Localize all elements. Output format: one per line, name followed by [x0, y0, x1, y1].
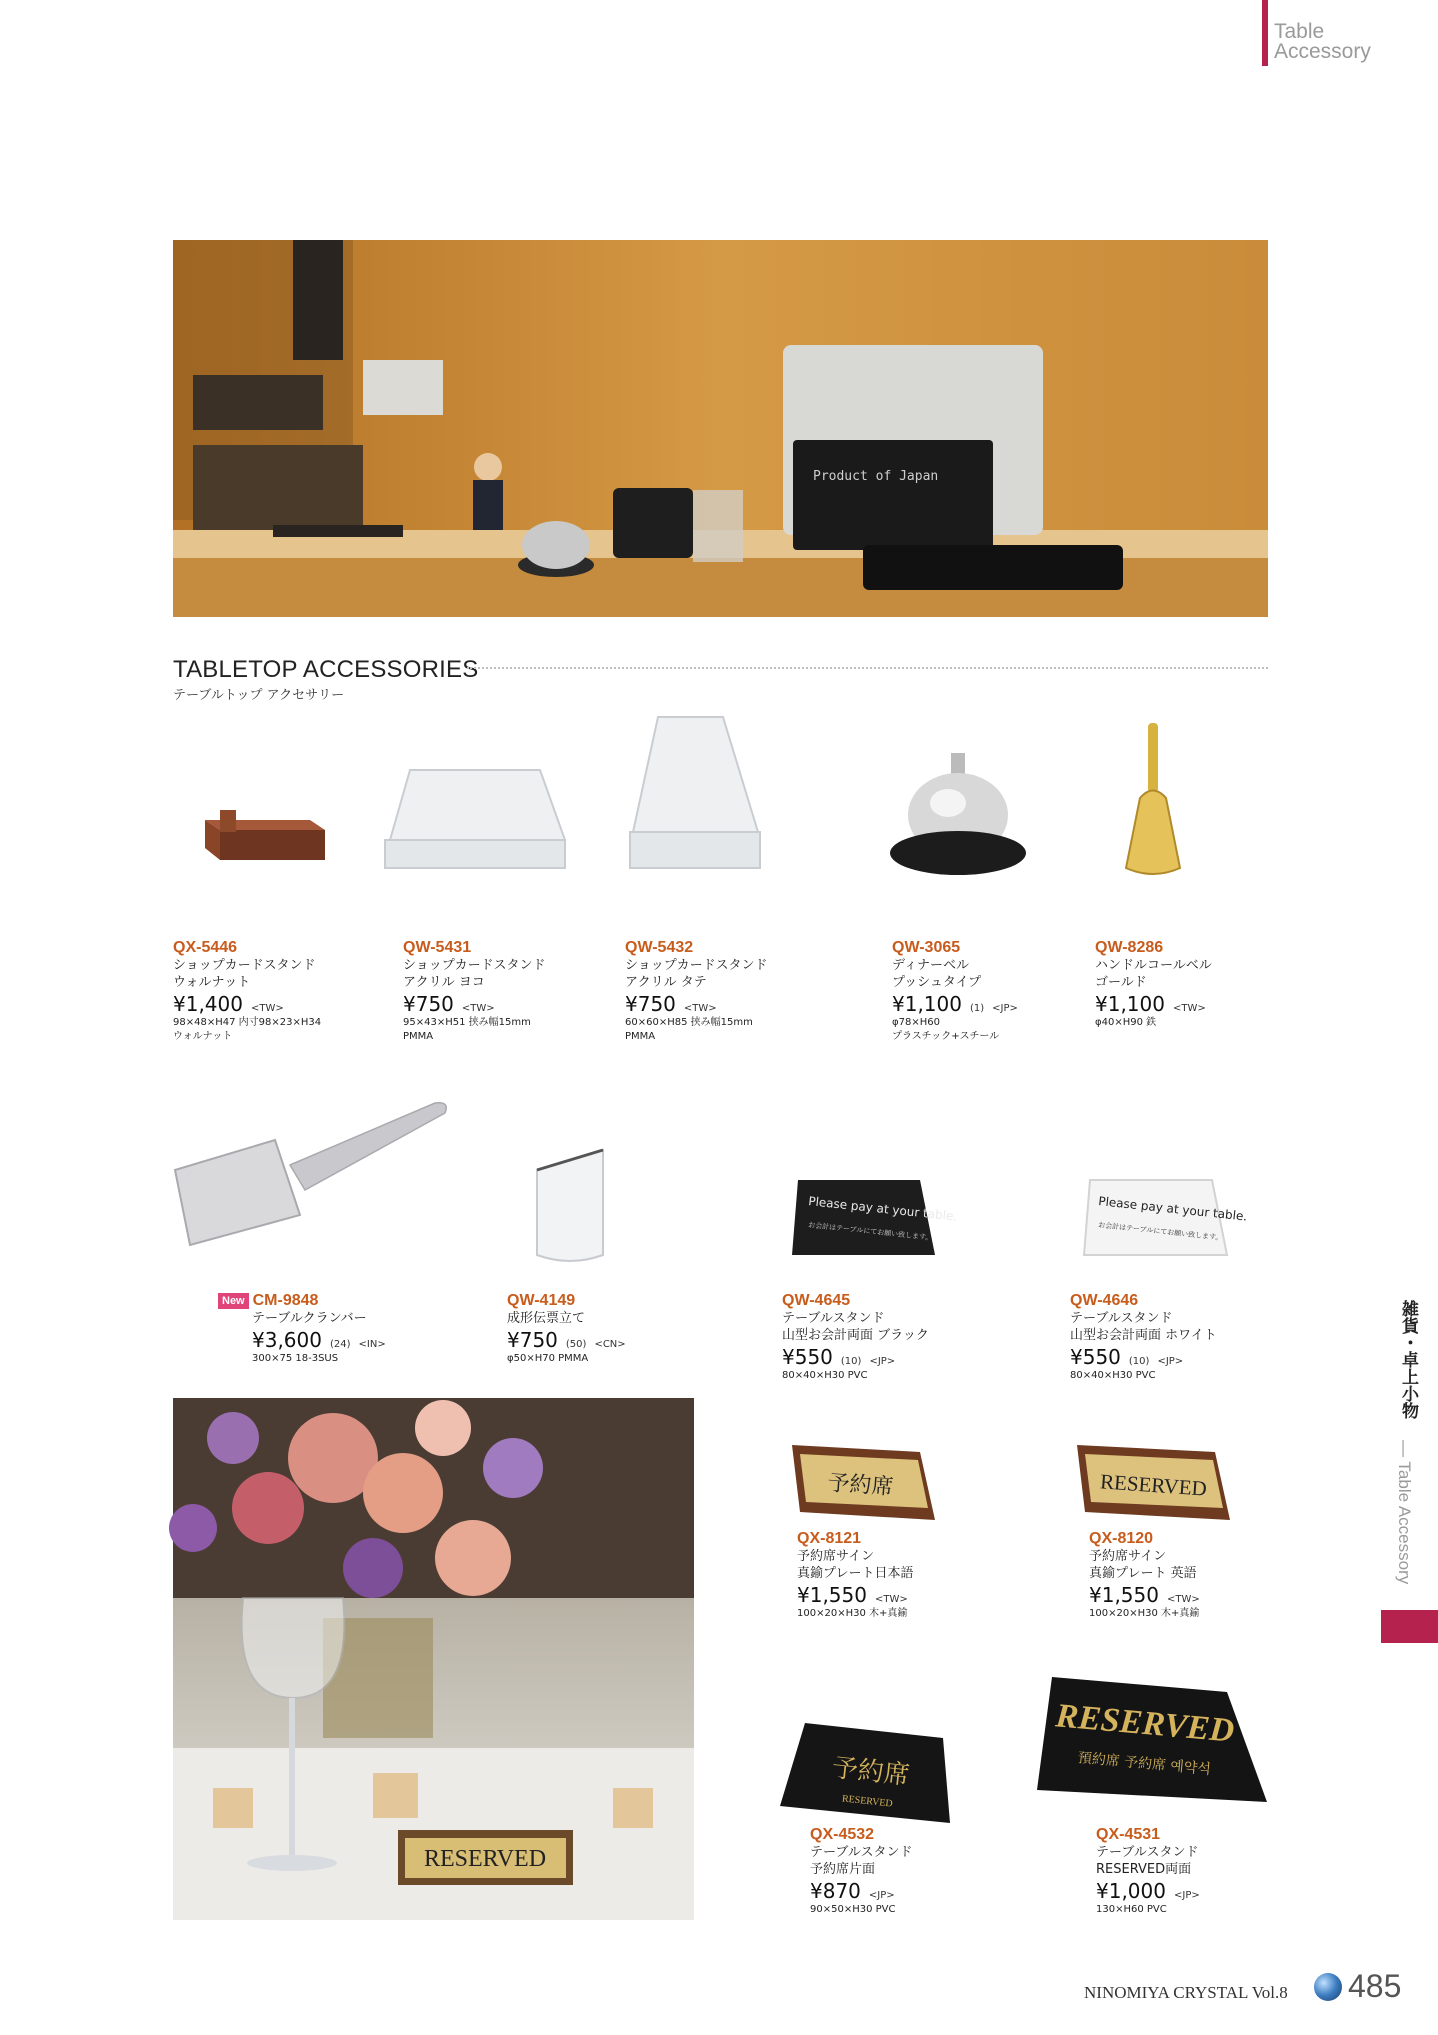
product-name: ショップカードスタンド [625, 958, 768, 973]
product-code: QX-8121 [797, 1530, 862, 1547]
product-name: 予約席サイン [1089, 1549, 1167, 1564]
product-qx8120[interactable] [1089, 1530, 1200, 1621]
product-name: ハンドルコールベル [1095, 958, 1212, 973]
product-qw8286[interactable] [1095, 939, 1212, 1030]
product-code: QW-4645 [782, 1292, 851, 1309]
product-qx4532[interactable] [810, 1826, 912, 1917]
product-image-qw3065 [888, 753, 1028, 887]
product-origin: <JP> [992, 1003, 1018, 1014]
product-price: ¥1,100 [1095, 992, 1165, 1016]
product-qw3065[interactable] [892, 939, 1018, 1044]
product-qw4149[interactable] [507, 1292, 626, 1366]
product-origin: <JP> [1173, 1890, 1200, 1901]
product-spec-2: ウォルナット [173, 1031, 233, 1042]
product-lot: (10) [840, 1356, 862, 1367]
product-spec: 300×75 18-3SUS [252, 1353, 339, 1364]
product-origin: <CN> [594, 1339, 626, 1350]
product-spec: 80×40×H30 PVC [782, 1370, 868, 1381]
product-lot: (1) [969, 1003, 985, 1014]
product-price: ¥750 [625, 992, 676, 1016]
product-name-2: アクリル タテ [625, 975, 707, 990]
product-name-2: 真鍮プレート日本語 [797, 1566, 914, 1581]
product-name-2: ゴールド [1095, 975, 1147, 990]
product-name: ショップカードスタンド [173, 958, 316, 973]
product-image-qw4645 [790, 1175, 958, 1264]
hero-photo [173, 240, 1268, 617]
product-price: ¥1,550 [797, 1583, 867, 1607]
sign-pay-text-jp: お会計はテーブルにてお願い致します。 [807, 1221, 933, 1243]
page-number: 485 [1348, 1968, 1402, 2004]
product-price: ¥550 [1070, 1345, 1121, 1369]
product-code: QX-8120 [1089, 1530, 1154, 1547]
product-price: ¥3,600 [252, 1328, 322, 1352]
product-cm9848[interactable] [218, 1292, 386, 1366]
product-origin: <JP> [869, 1356, 896, 1367]
product-spec: 90×50×H30 PVC [810, 1904, 896, 1915]
product-name: ディナーベル [892, 958, 969, 973]
product-origin: <JP> [868, 1890, 895, 1901]
product-name: テーブルクランバー [252, 1311, 367, 1326]
product-name-2: 真鍮プレート 英語 [1089, 1566, 1197, 1581]
product-name: テーブルスタンド [782, 1311, 885, 1326]
product-origin: <TW> [250, 1003, 284, 1014]
product-spec-2: PMMA [625, 1031, 656, 1042]
product-qx8121[interactable] [797, 1530, 913, 1621]
sign-reserved-en-text: RESERVED [1099, 1469, 1208, 1501]
product-image-qx5446 [200, 790, 330, 864]
footer-brand: NINOMIYA CRYSTAL Vol.8 [1084, 1983, 1288, 2002]
product-spec: 100×20×H30 木+真鍮 [797, 1608, 908, 1619]
sign-pay-text-jp-white: お会計はテーブルにてお願い致します。 [1097, 1221, 1223, 1243]
product-name: テーブルスタンド [810, 1845, 913, 1860]
product-code: QW-3065 [892, 939, 961, 956]
product-code: QW-4646 [1070, 1292, 1139, 1309]
corner-label-line2: Accessory [1274, 40, 1371, 63]
side-category-jp: 雑貨・卓上小物 [1398, 1300, 1418, 1419]
product-lot: (10) [1128, 1356, 1150, 1367]
product-price: ¥1,100 [892, 992, 962, 1016]
product-name-2: 山型お会計両面 ブラック [782, 1328, 929, 1343]
sign-reserved-jp-gold-text: 予約席 [830, 1753, 912, 1792]
sign-reserved-jp-text: 予約席 [826, 1470, 895, 1501]
product-name-2: ウォルナット [173, 975, 251, 990]
product-spec: 60×60×H85 挟み幅15mm [625, 1017, 753, 1028]
product-code: QX-4532 [810, 1826, 875, 1843]
product-name: ショップカードスタンド [403, 958, 546, 973]
product-image-qw5431 [380, 760, 570, 874]
product-code: QW-5432 [625, 939, 694, 956]
product-qx4531[interactable] [1096, 1826, 1200, 1917]
product-qx5446[interactable] [173, 939, 321, 1044]
product-origin: <JP> [1157, 1356, 1184, 1367]
product-origin: <TW> [1166, 1594, 1200, 1605]
product-spec: φ40×H90 鉄 [1095, 1017, 1157, 1028]
product-name-2: アクリル ヨコ [403, 975, 485, 990]
product-image-qw5432 [628, 712, 768, 876]
product-image-cm9848 [165, 1095, 455, 1269]
product-price: ¥1,400 [173, 992, 243, 1016]
product-code: QW-5431 [403, 939, 472, 956]
product-spec: 95×43×H51 挟み幅15mm [403, 1017, 531, 1028]
product-code: QX-5446 [173, 939, 238, 956]
product-qw5432[interactable] [625, 939, 767, 1044]
product-name: テーブルスタンド [1096, 1845, 1199, 1860]
product-code-wrap [218, 1292, 386, 1310]
product-origin: <TW> [683, 1003, 717, 1014]
product-name-2: 山型お会計両面 ホワイト [1070, 1328, 1217, 1343]
product-name: テーブルスタンド [1070, 1311, 1173, 1326]
new-badge: New [218, 1293, 249, 1309]
sign-reserved-gold-text: RESERVED [1054, 1697, 1236, 1750]
product-name-2: プッシュタイプ [892, 975, 982, 990]
product-origin: <IN> [358, 1339, 386, 1350]
product-spec: φ78×H60 [892, 1017, 940, 1028]
photo-reserved-plate-text: RESERVED [423, 1846, 547, 1872]
product-price: ¥750 [403, 992, 454, 1016]
product-code: QX-4531 [1096, 1826, 1161, 1843]
product-price: ¥1,550 [1089, 1583, 1159, 1607]
product-price: ¥870 [810, 1879, 861, 1903]
side-index-tab [1381, 1610, 1438, 1643]
product-origin: <TW> [461, 1003, 495, 1014]
product-spec: 130×H60 PVC [1096, 1904, 1167, 1915]
product-origin: <TW> [874, 1594, 908, 1605]
corner-label-line1: Table [1274, 20, 1325, 43]
section-subtitle: テーブルトップ アクセサリー [173, 688, 345, 703]
product-image-qw4646 [1082, 1175, 1248, 1264]
product-image-qw4149 [525, 1145, 615, 1269]
product-image-qw8286 [1118, 718, 1188, 887]
product-lot: (24) [329, 1339, 351, 1350]
table-setting-photo [173, 1398, 694, 1920]
product-name-2: RESERVED両面 [1096, 1862, 1192, 1877]
sign-pay-text-en: Please pay at your table. [807, 1194, 958, 1224]
product-lot: (50) [565, 1339, 587, 1350]
product-spec-2: PMMA [403, 1031, 434, 1042]
product-code: QW-8286 [1095, 939, 1164, 956]
section-title: TABLETOP ACCESSORIES [173, 656, 479, 683]
product-name: 予約席サイン [797, 1549, 875, 1564]
product-price: ¥1,000 [1096, 1879, 1166, 1903]
product-image-qx8121 [790, 1440, 940, 1534]
product-image-qx4531 [1032, 1672, 1272, 1816]
corner-category-label [1274, 22, 1371, 62]
globe-icon [1314, 1973, 1342, 2001]
product-name-2: 予約席片面 [810, 1862, 876, 1877]
product-qw4646[interactable] [1070, 1292, 1217, 1383]
product-image-qx4532 [775, 1718, 955, 1832]
product-name: 成形伝票立て [507, 1311, 586, 1326]
product-spec: 98×48×H47 内寸98×23×H34 [173, 1017, 322, 1028]
product-qw4645[interactable] [782, 1292, 929, 1383]
product-code: CM-9848 [252, 1292, 319, 1309]
product-spec: 100×20×H30 木+真鍮 [1089, 1608, 1200, 1619]
sign-reserved-small-text: RESERVED [841, 1793, 894, 1810]
product-qw5431[interactable] [403, 939, 545, 1044]
product-code: QW-4149 [507, 1292, 576, 1309]
sign-pay-text-en-white: Please pay at your table. [1097, 1194, 1248, 1224]
product-spec: 80×40×H30 PVC [1070, 1370, 1156, 1381]
side-category-en: — Table Accessory [1395, 1440, 1414, 1585]
product-price: ¥550 [782, 1345, 833, 1369]
sign-reserved-multi-text: 預約席 予約席 예약석 [1077, 1750, 1212, 1778]
hero-display-text: Product of Japan [813, 469, 939, 484]
product-spec-2: プラスチック+スチール [892, 1031, 1000, 1042]
product-price: ¥750 [507, 1328, 558, 1352]
corner-accent-bar [1262, 0, 1268, 66]
product-spec: φ50×H70 PMMA [507, 1353, 589, 1364]
product-origin: <TW> [1172, 1003, 1206, 1014]
product-image-qx8120 [1075, 1440, 1235, 1534]
section-divider [467, 667, 1268, 669]
